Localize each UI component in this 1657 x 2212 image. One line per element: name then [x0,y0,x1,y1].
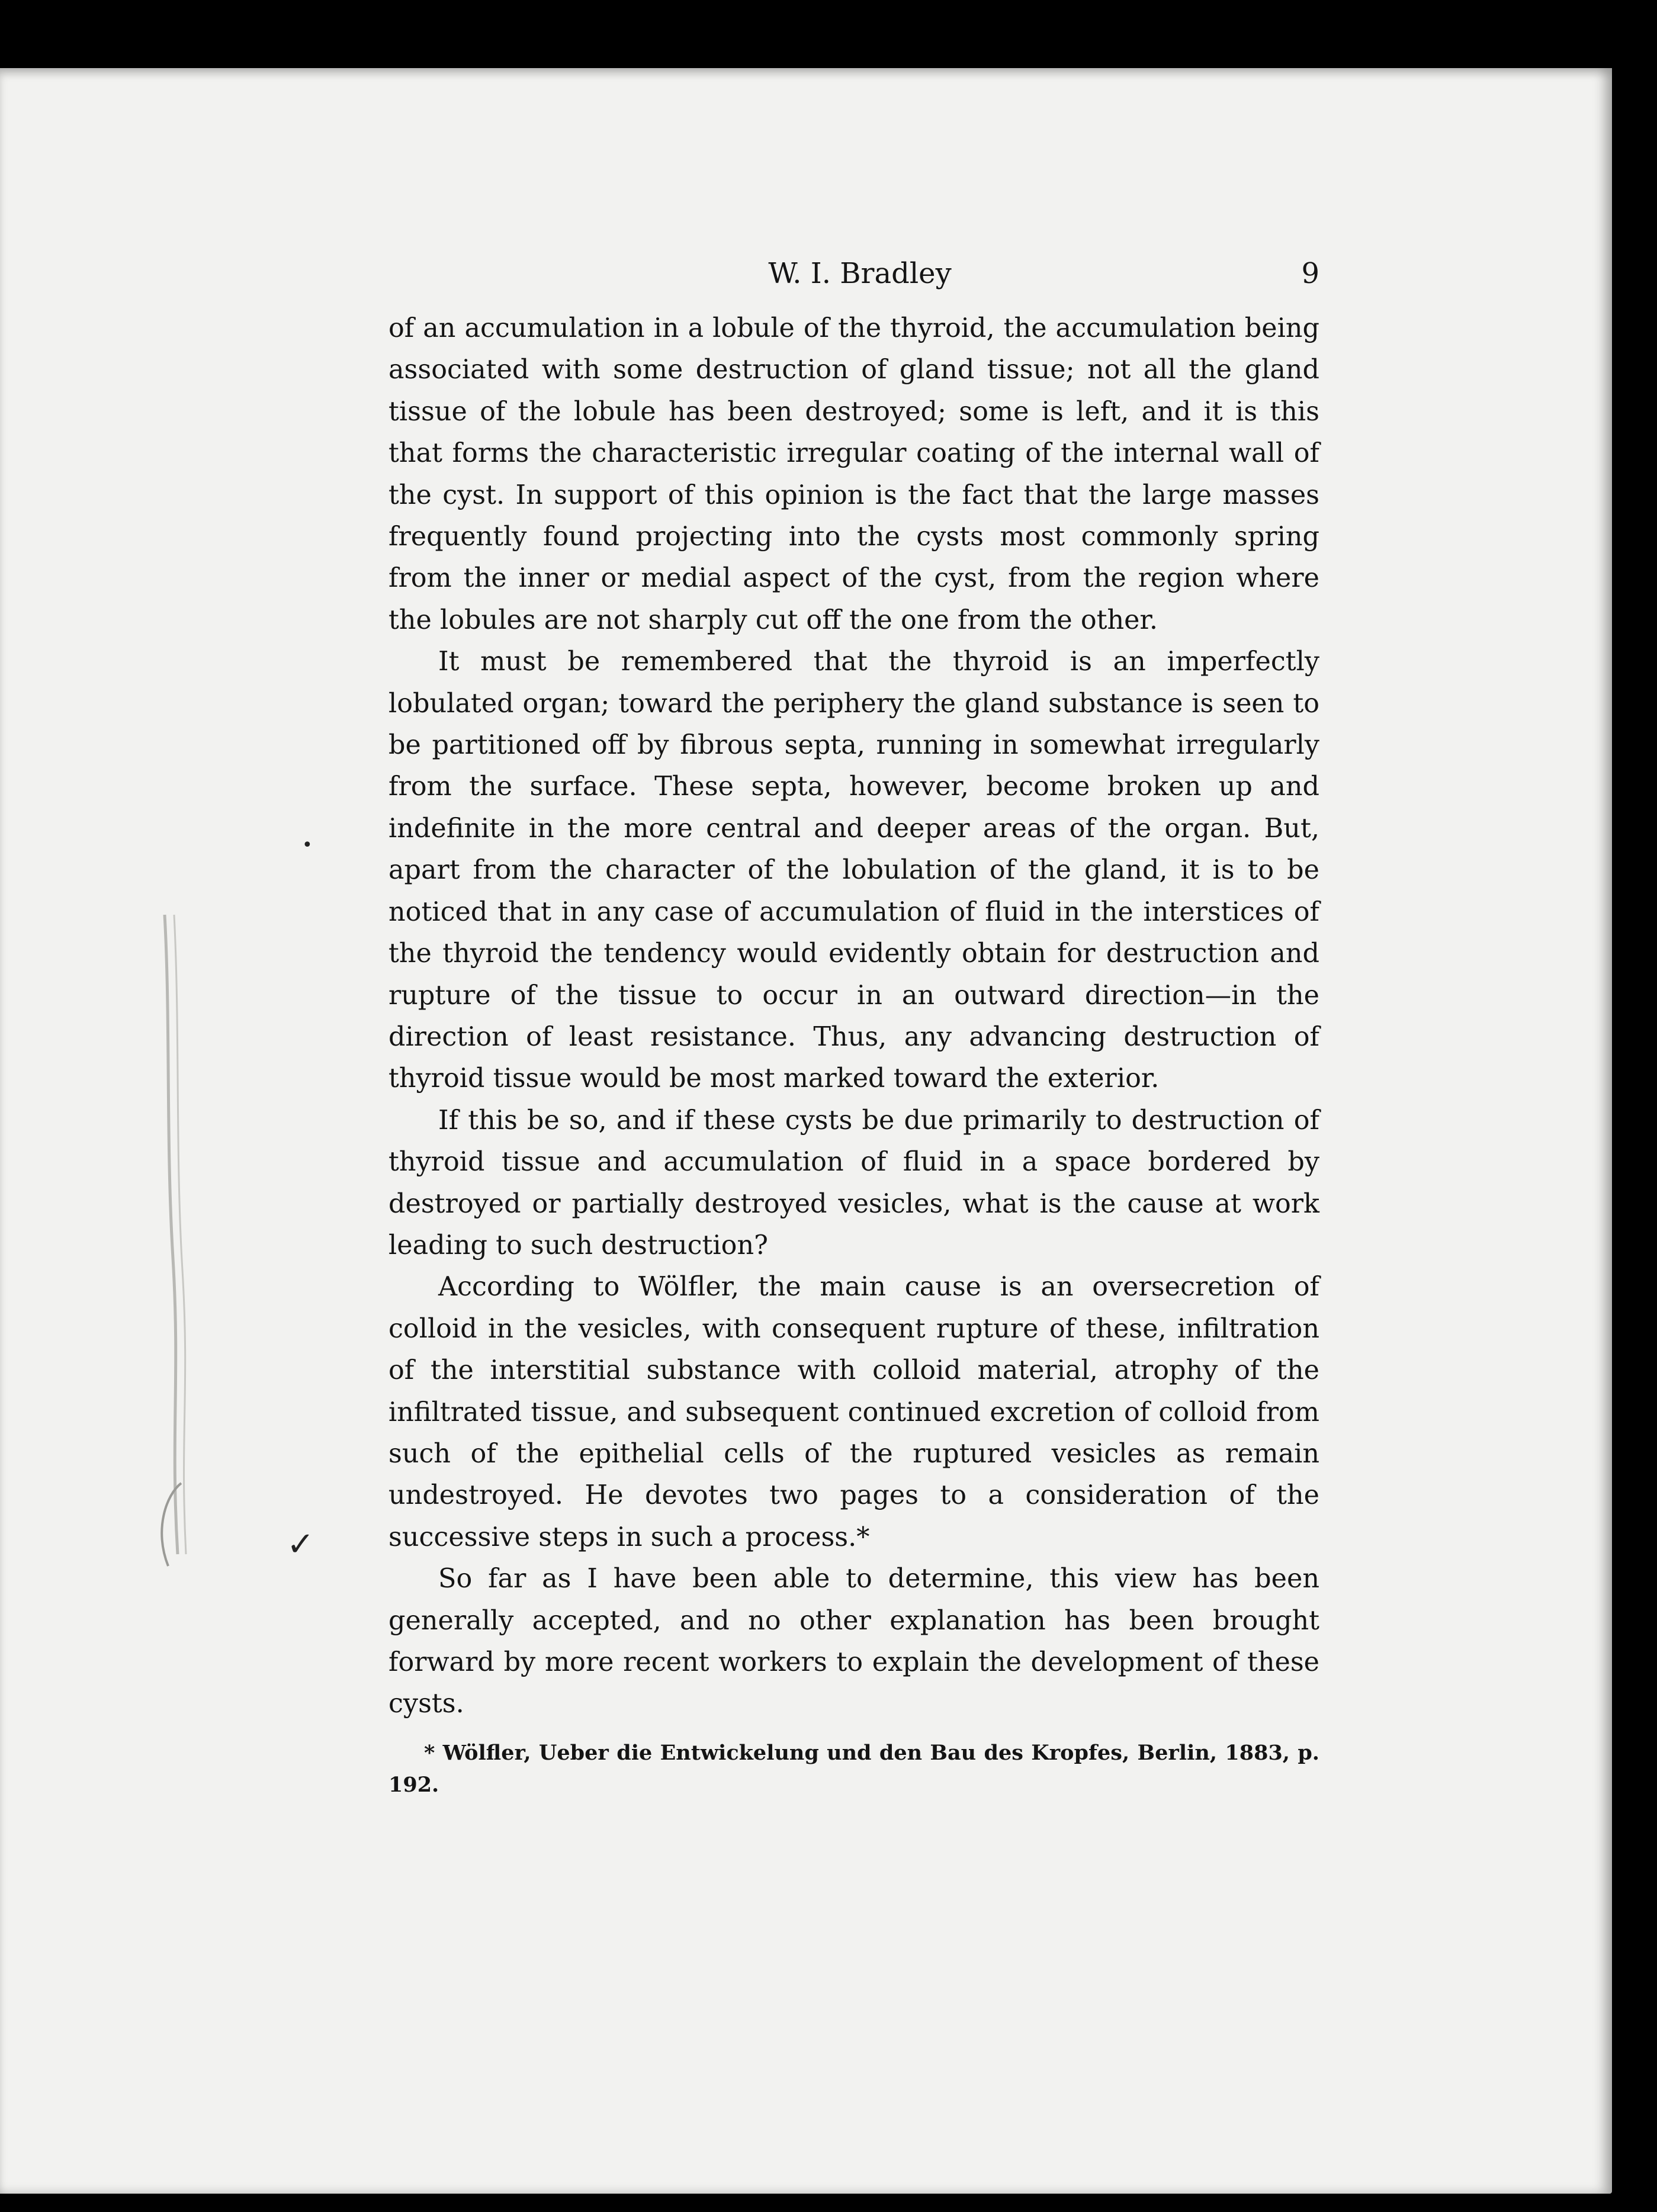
paragraph-1: of an accumulation in a lobule of the thyroid, the accumulation being associated with some destruction of gland tissue; not all the gland tissue of the lobule has been destroyed; some is left, and it is this that forms the characteristic irregular coating of the internal wall of the cyst. In support of this opinion is the fact that the large masses frequently found projecting into the cysts most commonly spring from the inner or medial aspect of the cyst, from the region where the lobules are not sharply cut off the one from the other. [388,313,1319,635]
margin-tick-mark: ✓ [287,1525,314,1564]
body-text [388,308,1319,1725]
footnote: * Wölfler, Ueber die Entwickelung und den Bau des Kropfes, Berlin, 1883, p. 192. [388,1740,1319,1797]
paragraph-3: If this be so, and if these cysts be due primarily to destruction of thyroid tissue and accumulation of fluid in a space bordered by destroyed or partially destroyed vesicles, what is the cause at work leading to such destruction? [388,1105,1319,1261]
paragraph-4: According to Wölfler, the main cause is an oversecretion of colloid in the vesicles, with consequent rupture of these, infiltration of the interstitial substance with colloid material, atrophy of the infiltrated tissue, and subsequent continued excretion of colloid from such of the epithelial cells of the ruptured vesicles as remain undestroyed. He devotes two pages to a consideration of the successive steps in such a process.* [388,1272,1319,1552]
crease-drawing [160,903,195,1578]
running-head [388,250,1319,297]
page-number: 9 [1301,257,1319,290]
paragraph-5: So far as I have been able to determine, this view has been generally accepted, and no other explanation has been brought forward by more recent workers to explain the development of these cysts. [388,1564,1319,1719]
page-text-block [388,250,1319,1801]
margin-dot: • [302,835,313,856]
paper-crease-mark [160,903,195,1578]
paragraph-2: It must be remembered that the thyroid is an imperfectly lobulated organ; toward the periphery the gland substance is seen to be partitioned off by fibrous septa, running in somewhat irregularly from the surface. These septa, however, become broken up and indefinite in the more central and deeper areas of the organ. But, apart from the character of the lobulation of the gland, it is to be noticed that in any case of accumulation of fluid in the interstices of the thyroid the tendency would evidently obtain for destruction and rupture of the tissue to occur in an outward direction—in the direction of least resistance. Thus, any advancing destruction of thyroid tissue would be most marked toward the exterior. [388,647,1319,1094]
running-head-author: W. I. Bradley [768,257,952,290]
